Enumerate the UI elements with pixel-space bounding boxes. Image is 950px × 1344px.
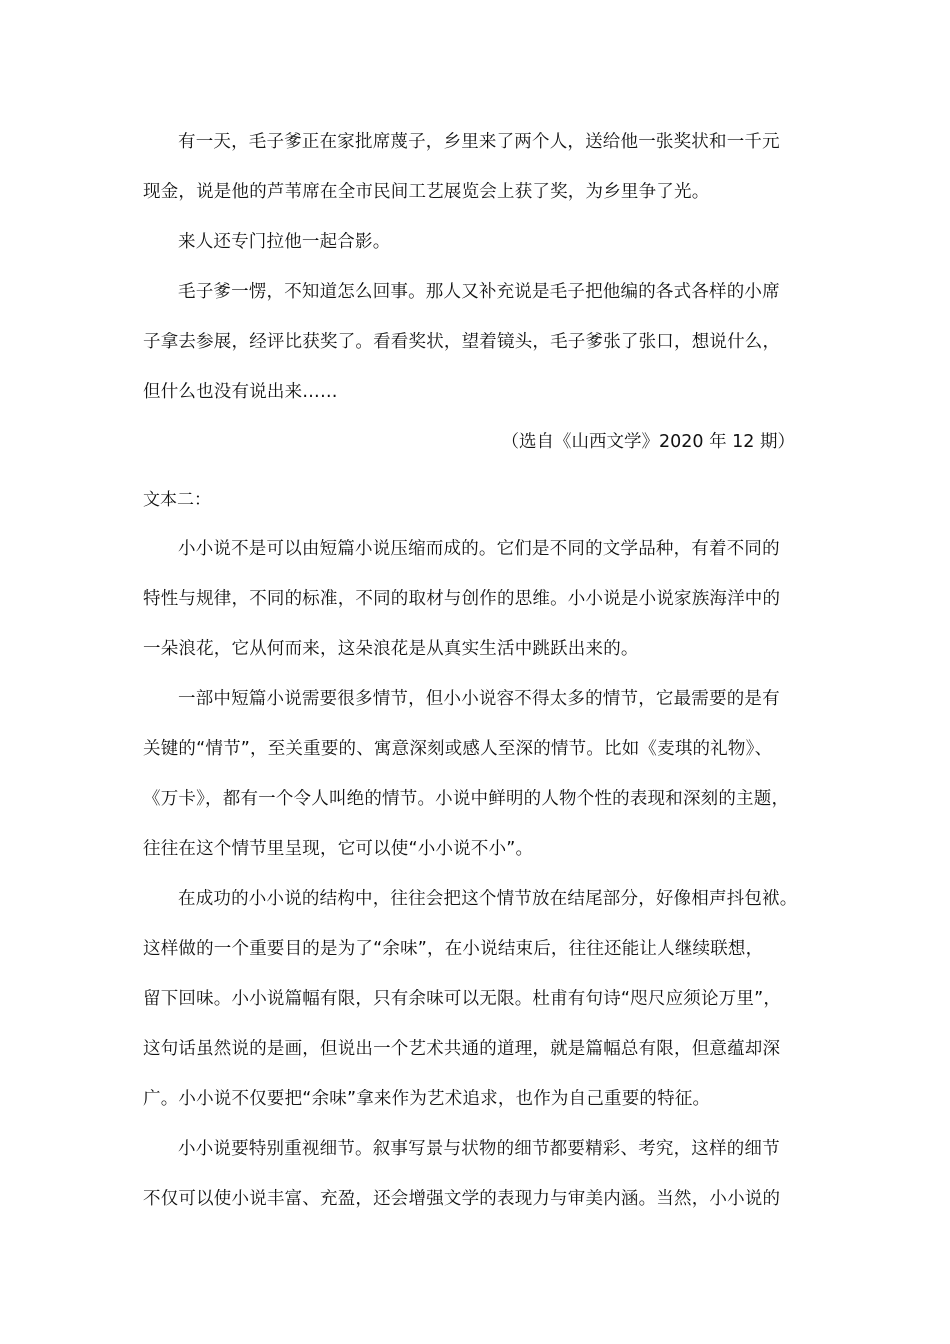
text1-p2-line1: 来人还专门拉他一起合影。 (178, 232, 391, 252)
text1-p3-line1: 毛子爹一愣，不知道怎么回事。那人又补充说是毛子把他编的各式各样的小席 (178, 282, 780, 302)
text2-p3-line2: 这样做的一个重要目的是为了“余味”，在小说结束后，往往还能让人继续联想， (143, 939, 764, 959)
text2-p1-line3: 一朵浪花，它从何而来，这朵浪花是从真实生活中跳跃出来的。 (143, 639, 639, 659)
text2-p4-line2: 不仅可以使小说丰富、充盈，还会增强文学的表现力与审美内涵。当然，小小说的 (143, 1189, 781, 1209)
text1-p1-line2: 现金，说是他的芦苇席在全市民间工艺展览会上获了奖，为乡里争了光。 (143, 182, 710, 202)
text2-p1-line1: 小小说不是可以由短篇小说压缩而成的。它们是不同的文学品种，有着不同的 (178, 539, 780, 559)
text1-p3-line3: 但什么也没有说出来…… (143, 382, 338, 402)
text2-p1-line2: 特性与规律，不同的标准，不同的取材与创作的思维。小小说是小说家族海洋中的 (143, 589, 781, 609)
text2-p2-line4: 往往在这个情节里呈现，它可以使“小小说不小”。 (143, 839, 534, 859)
text2-p3-line5: 广。小小说不仅要把“余味”拿来作为艺术追求，也作为自己重要的特征。 (143, 1089, 711, 1109)
text2-p2-line2: 关键的“情节”，至关重要的、寓意深刻或感人至深的情节。比如《麦琪的礼物》、 (143, 739, 773, 759)
text2-p2-line1: 一部中短篇小说需要很多情节，但小小说容不得太多的情节，它最需要的是有 (178, 689, 780, 709)
text1-p1-line1: 有一天，毛子爹正在家批席蔑子，乡里来了两个人，送给他一张奖状和一千元 (178, 132, 780, 152)
text2-p3-line1: 在成功的小小说的结构中，往往会把这个情节放在结尾部分，好像相声抖包袱。 (178, 889, 798, 909)
text2-p2-line3: 《万卡》，都有一个令人叫绝的情节。小说中鲜明的人物个性的表现和深刻的主题， (143, 789, 790, 809)
text2-p3-line3: 留下回味。小小说篇幅有限，只有余味可以无限。杜甫有句诗“咫尺应须论万里”， (143, 989, 782, 1009)
text2-p4-line1: 小小说要特别重视细节。叙事写景与状物的细节都要精彩、考究，这样的细节 (178, 1139, 780, 1159)
source-citation: （选自《山西文学》2020 年 12 期） (501, 432, 795, 452)
text2-p3-line4: 这句话虽然说的是画，但说出一个艺术共通的道理，就是篇幅总有限，但意蕴却深 (143, 1039, 781, 1059)
section-heading-text2: 文本二： (143, 490, 211, 510)
text1-p3-line2: 子拿去参展，经评比获奖了。看看奖状，望着镜头，毛子爹张了张口，想说什么， (143, 332, 781, 352)
